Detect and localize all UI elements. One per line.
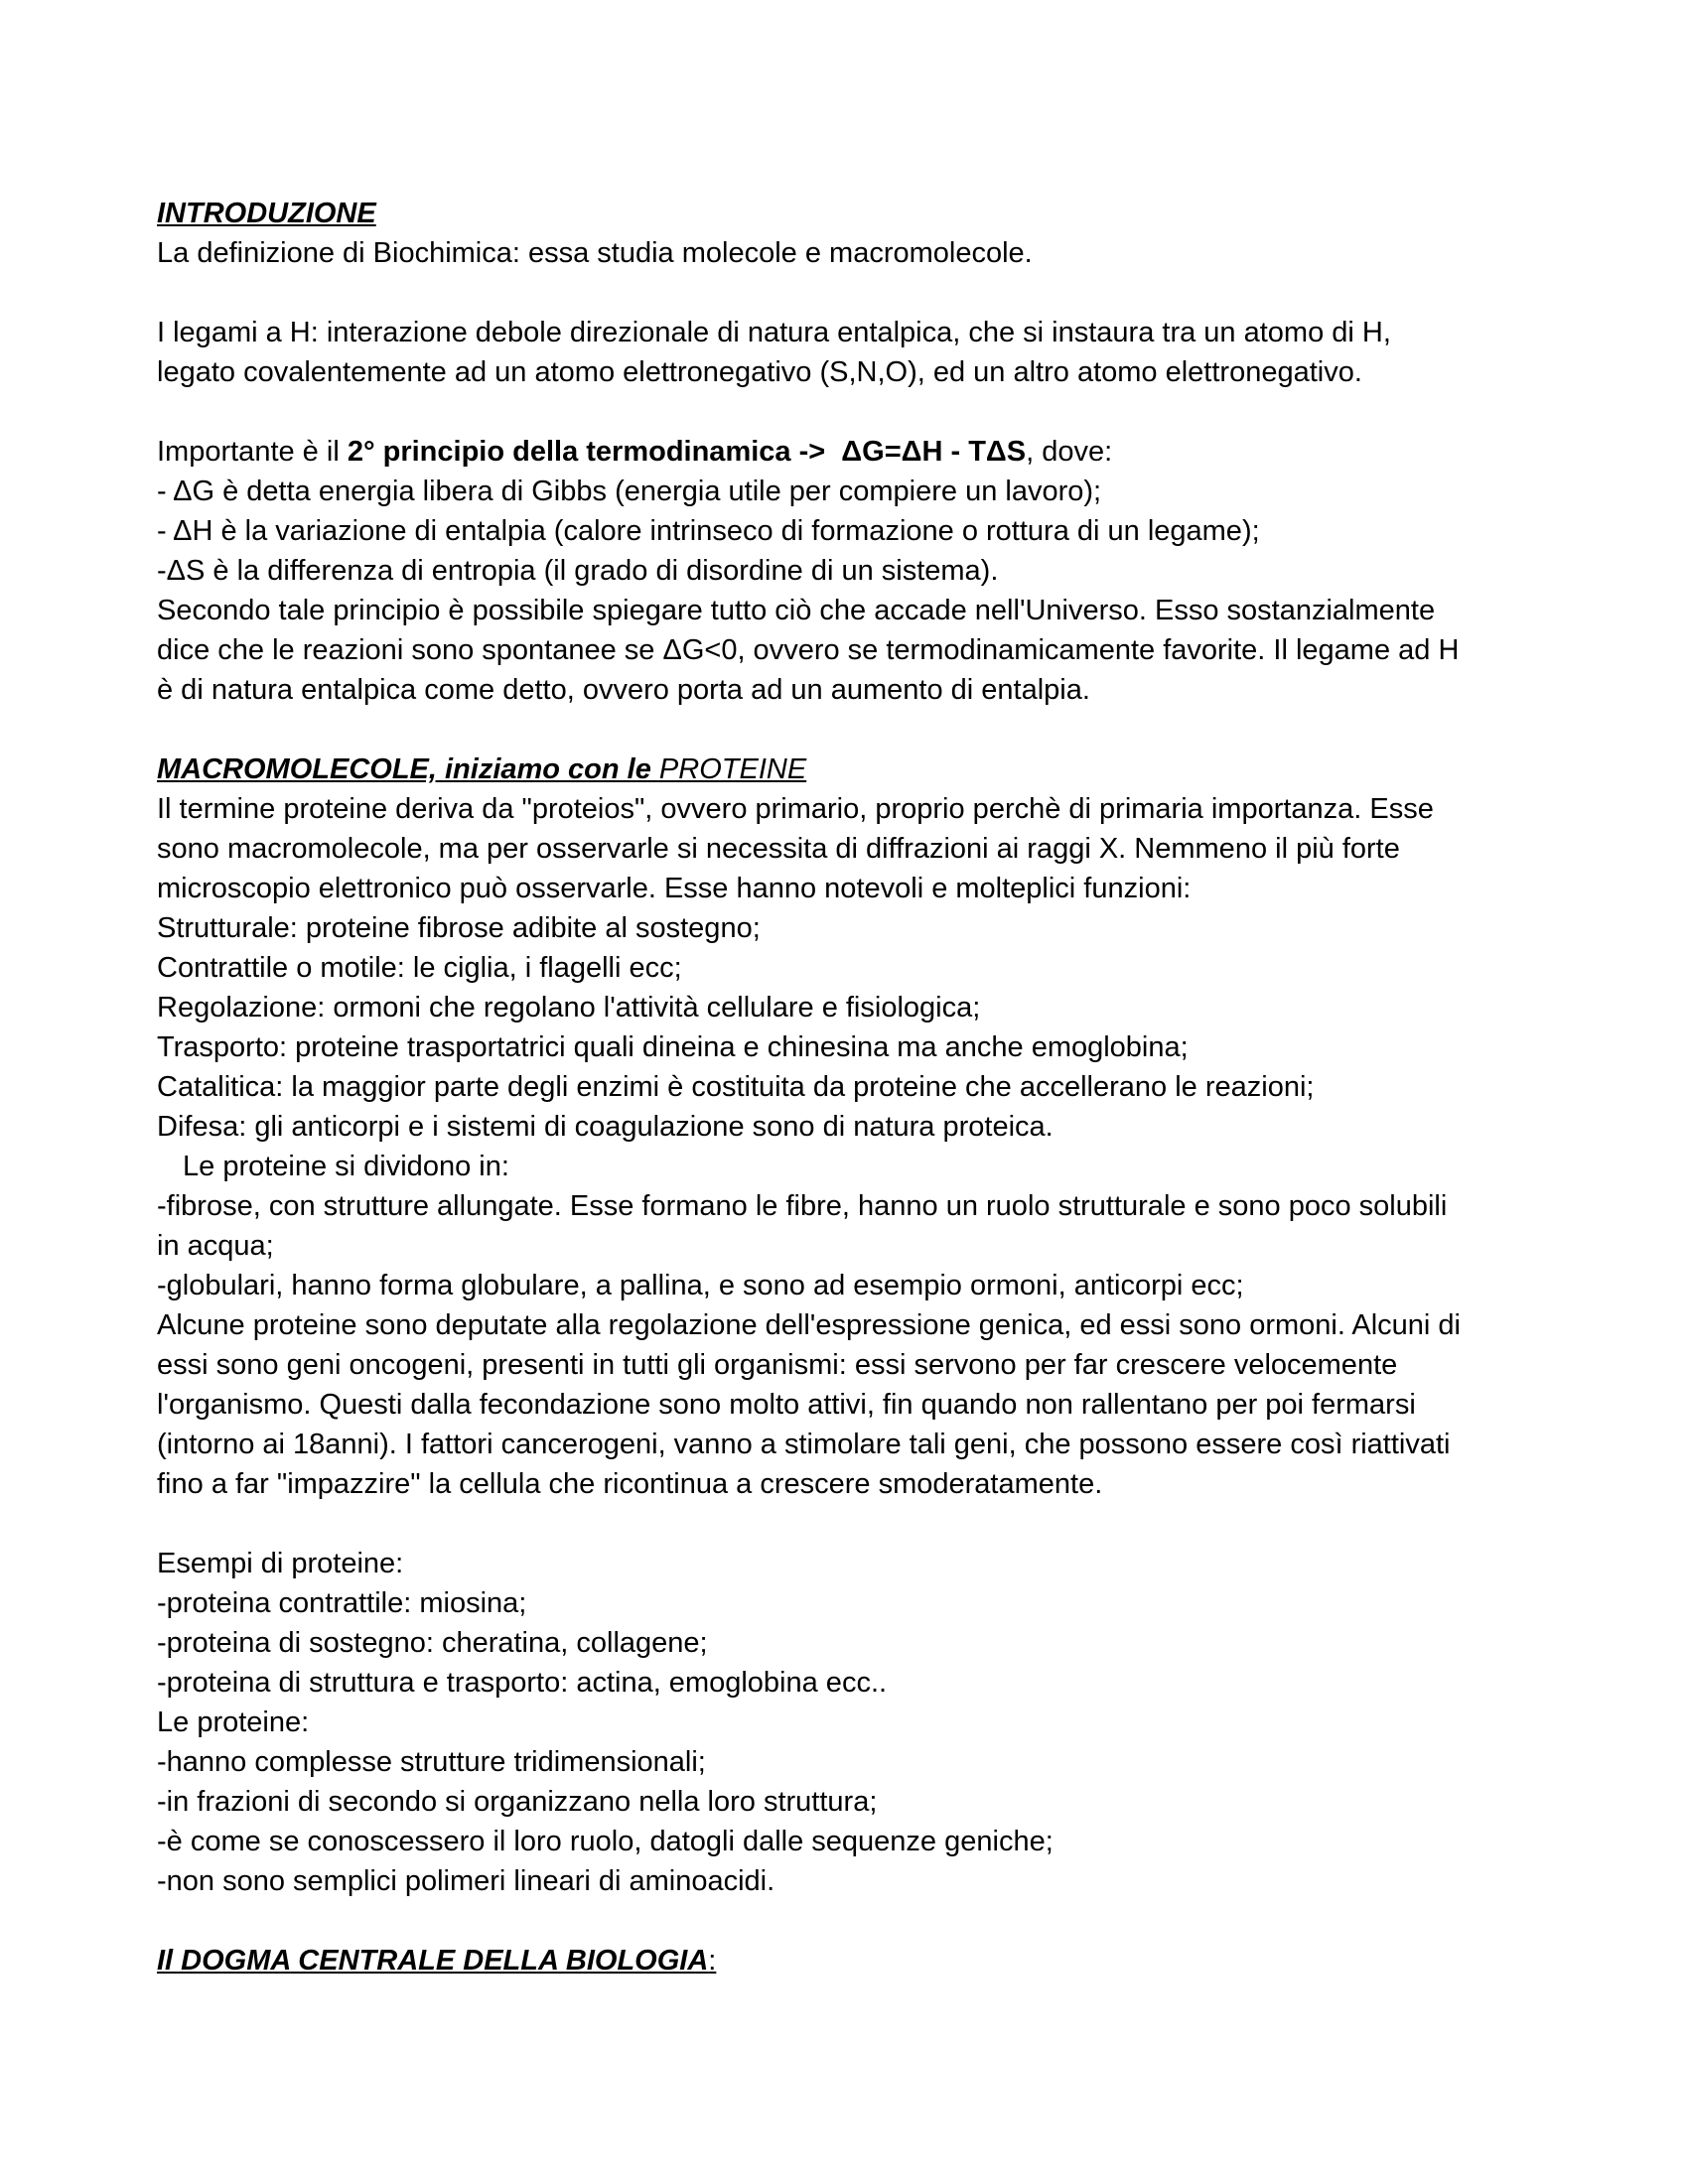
paragraph-proteins-line-1: Il termine proteine deriva da "proteios", ovvero primario, proprio perchè di primaria importanza. Esse (157, 793, 1434, 825)
paragraph-principle-line-2: dice che le reazioni sono spontanee se ΔG<0, ovvero se termodinamicamente favorite. Il legame ad H (157, 634, 1460, 666)
function-catalitica: Catalitica: la maggior parte degli enzimi è costituita da proteine che accellerano le reazioni; (157, 1071, 1315, 1103)
dogma-heading-text: Il DOGMA CENTRALE DELLA BIOLOGIA (157, 1945, 709, 1977)
list-item-fibrose-line-1: -fibrose, con strutture allungate. Esse formano le fibre, hanno un ruolo strutturale e sono poco solubili (157, 1190, 1448, 1222)
thermo-suffix: , dove: (1026, 436, 1113, 468)
thermo-formula: 2° principio della termodinamica -> ΔG=ΔH - TΔS (347, 436, 1027, 468)
properties-title: Le proteine: (157, 1706, 310, 1738)
property-3: -è come se conoscessero il loro ruolo, datogli dalle sequenze geniche; (157, 1826, 1054, 1857)
document-page (157, 194, 1547, 1980)
paragraph-regulation-line-4: (intorno ai 18anni). I fattori cancerogeni, vanno a stimolare tali geni, che possono essere così riattivati (157, 1429, 1451, 1460)
spacer (157, 392, 1547, 432)
macro-heading-part-2: PROTEINE (658, 753, 807, 785)
paragraph-hbond-line-1: I legami a H: interazione debole direzionale di natura entalpica, che si instaura tra un atomo di H, (157, 317, 1391, 348)
list-item-delta-s: -ΔS è la differenza di entropia (il grado di disordine di un sistema). (157, 555, 999, 587)
property-1: -hanno complesse strutture tridimensionali; (157, 1746, 706, 1778)
property-4: -non sono semplici polimeri lineari di aminoacidi. (157, 1865, 775, 1897)
paragraph-thermo-principle (157, 432, 1547, 472)
paragraph-principle-line-1: Secondo tale principio è possibile spiegare tutto ciò che accade nell'Universo. Esso sostanzialmente (157, 595, 1436, 626)
paragraph-regulation-line-3: l'organismo. Questi dalla fecondazione sono molto attivi, fin quando non rallentano per poi fermarsi (157, 1389, 1416, 1421)
function-difesa: Difesa: gli anticorpi e i sistemi di coagulazione sono di natura proteica. (157, 1111, 1054, 1143)
list-item-delta-g: - ΔG è detta energia libera di Gibbs (energia utile per compiere un lavoro); (157, 476, 1102, 507)
macro-heading-part-1: MACROMOLECOLE, iniziamo con le (157, 753, 659, 785)
paragraph-regulation-line-2: essi sono geni oncogeni, presenti in tutti gli organismi: essi servono per far crescere velocemente (157, 1349, 1398, 1381)
example-sostegno: -proteina di sostegno: cheratina, collagene; (157, 1627, 708, 1659)
paragraph-regulation-line-5: fino a far "impazzire" la cellula che ricontinua a crescere smoderatamente. (157, 1468, 1103, 1500)
spacer (157, 273, 1547, 313)
function-strutturale: Strutturale: proteine fibrose adibite al sostegno; (157, 912, 761, 944)
list-item-delta-h: - ΔH è la variazione di entalpia (calore intrinseco di formazione o rottura di un legame); (157, 515, 1260, 547)
spacer (157, 1504, 1547, 1544)
paragraph-principle-line-3: è di natura entalpica come detto, ovvero porta ad un aumento di entalpia. (157, 674, 1090, 706)
function-contrattile: Contrattile o motile: le ciglia, i flagelli ecc; (157, 952, 682, 984)
paragraph-definition: La definizione di Biochimica: essa studia molecole e macromolecole. (157, 237, 1033, 269)
spacer (157, 710, 1547, 750)
property-2: -in frazioni di secondo si organizzano nella loro struttura; (157, 1786, 878, 1818)
list-item-globulari: -globulari, hanno forma globulare, a pallina, e sono ad esempio ormoni, anticorpi ecc; (157, 1270, 1244, 1301)
section-heading-macromolecole (157, 750, 1547, 789)
dogma-heading-colon: : (708, 1945, 717, 1977)
paragraph-proteins-line-3: microscopio elettronico può osservarle. Esse hanno notevoli e molteplici funzioni: (157, 873, 1192, 904)
example-contrattile: -proteina contrattile: miosina; (157, 1587, 527, 1619)
spacer (157, 1901, 1547, 1941)
list-item-fibrose-line-2: in acqua; (157, 1230, 274, 1262)
section-heading-dogma (157, 1941, 1547, 1980)
paragraph-division: Le proteine si dividono in: (183, 1151, 509, 1182)
examples-title: Esempi di proteine: (157, 1548, 404, 1579)
paragraph-hbond-line-2: legato covalentemente ad un atomo elettronegativo (S,N,O), ed un altro atomo elettronegativo. (157, 356, 1362, 388)
paragraph-proteins-line-2: sono macromolecole, ma per osservarle si necessita di diffrazioni ai raggi X. Nemmeno il più forte (157, 833, 1400, 865)
example-struttura-trasporto: -proteina di struttura e trasporto: actina, emoglobina ecc.. (157, 1667, 888, 1699)
function-trasporto: Trasporto: proteine trasportatrici quali dineina e chinesina ma anche emoglobina; (157, 1031, 1189, 1063)
function-regolazione: Regolazione: ormoni che regolano l'attività cellulare e fisiologica; (157, 992, 981, 1024)
section-heading-introduzione: INTRODUZIONE (157, 198, 376, 229)
paragraph-regulation-line-1: Alcune proteine sono deputate alla regolazione dell'espressione genica, ed essi sono ormoni. Alcuni di (157, 1309, 1462, 1341)
thermo-prefix: Importante è il (157, 436, 348, 468)
